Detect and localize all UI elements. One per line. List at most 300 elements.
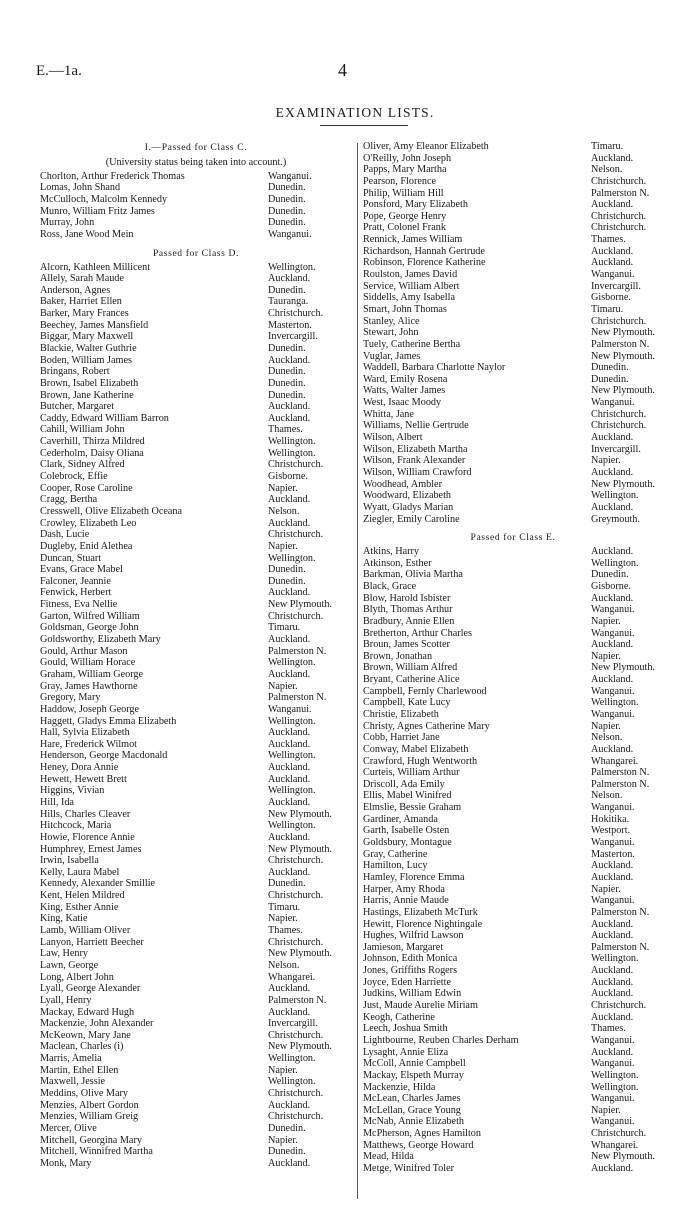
list-entry xyxy=(40,541,352,553)
entry-name: Campbell, Kate Lucy xyxy=(363,697,451,709)
entry-name: Gould, William Horace xyxy=(40,657,136,669)
entry-name: Woodhead, Ambler xyxy=(363,478,442,490)
list-entry xyxy=(363,546,663,558)
list-entry xyxy=(363,362,663,374)
list-entry xyxy=(40,529,352,541)
entry-name: Maclean, Charles (i) xyxy=(40,1041,124,1053)
entry-name: Christie, Elizabeth xyxy=(363,709,439,720)
list-entry xyxy=(40,983,352,995)
list-entry xyxy=(363,1012,663,1024)
list-entry xyxy=(40,727,352,739)
entry-town: Dunedin. xyxy=(268,194,306,206)
entry-town: Dunedin. xyxy=(268,217,306,229)
entry-town: Thames. xyxy=(591,234,626,246)
list-entry xyxy=(363,639,663,651)
entry-town: Auckland. xyxy=(268,517,311,529)
entry-name: Cresswell, Olive Elizabeth Oceana xyxy=(40,505,183,517)
entry-town: Palmerston N. xyxy=(268,994,327,1006)
entry-town: Wellington. xyxy=(268,436,316,448)
entry-name: Evans, Grace Mabel xyxy=(40,564,123,576)
entry-town: Auckland. xyxy=(591,1046,634,1058)
entry-town: Auckland. xyxy=(268,1099,311,1111)
list-entry xyxy=(40,182,352,194)
list-entry xyxy=(40,553,352,565)
entry-town: Auckland. xyxy=(591,466,634,478)
entry-name: Barker, Mary Frances xyxy=(40,308,129,320)
entry-town: Auckland. xyxy=(268,762,311,774)
entry-town: Auckland. xyxy=(268,634,311,646)
list-entry xyxy=(40,1088,352,1100)
list-entry xyxy=(363,1058,663,1070)
entry-name: McPherson, Agnes Hamilton xyxy=(363,1128,481,1140)
entry-town: Wanganui. xyxy=(591,1116,635,1128)
entry-town: Auckland. xyxy=(268,587,311,599)
entry-name: Mercer, Olive xyxy=(40,1122,97,1134)
entry-name: Judkins, William Edwin xyxy=(363,988,462,1000)
list-entry xyxy=(40,1065,352,1077)
column-divider xyxy=(357,143,358,1199)
entry-town: Christchurch. xyxy=(268,610,324,622)
list-entry xyxy=(40,1123,352,1135)
entry-town: Auckland. xyxy=(591,674,634,686)
entry-name: Fitness, Eva Nellie xyxy=(40,599,118,611)
list-entry xyxy=(363,176,663,188)
entry-name: Hitchcock, Maria xyxy=(40,820,112,832)
entry-name: Alcorn, Kathleen Millicent xyxy=(40,261,151,273)
entry-name: Maxwell, Jessie xyxy=(40,1076,106,1088)
list-entry xyxy=(363,965,663,977)
entry-town: Wanganui. xyxy=(591,1034,635,1046)
list-entry xyxy=(363,802,663,814)
list-entry xyxy=(40,285,352,297)
entry-town: Invercargill. xyxy=(591,443,641,455)
list-entry xyxy=(363,779,663,791)
entry-name: Bringans, Robert xyxy=(40,366,110,378)
list-entry xyxy=(363,697,663,709)
entry-town: Napier. xyxy=(591,720,621,732)
entry-town: Auckland. xyxy=(591,1011,634,1023)
list-entry xyxy=(363,849,663,861)
entry-name: Murray, John xyxy=(40,217,95,229)
entry-name: Goldsworthy, Elizabeth Mary xyxy=(40,634,161,646)
list-entry xyxy=(40,867,352,879)
entry-name: Ponsford, Mary Elizabeth xyxy=(363,199,468,211)
entry-town: Auckland. xyxy=(591,199,634,211)
entry-town: Napier. xyxy=(268,540,298,552)
list-entry xyxy=(363,1093,663,1105)
entry-town: Auckland. xyxy=(591,592,634,604)
entry-name: Blow, Harold Isbister xyxy=(363,592,451,604)
entry-name: Elmslie, Bessie Graham xyxy=(363,802,462,814)
entry-town: Napier. xyxy=(591,650,621,662)
entry-name: McCulloch, Malcolm Kennedy xyxy=(40,194,168,206)
list-entry xyxy=(363,1151,663,1163)
entry-name: Menzies, William Greig xyxy=(40,1111,139,1123)
entry-town: Auckland. xyxy=(591,988,634,1000)
entry-name: Graham, William George xyxy=(40,668,144,680)
entry-name: Harris, Annie Maude xyxy=(363,895,449,907)
entry-town: Timaru. xyxy=(268,901,301,913)
list-entry xyxy=(363,444,663,456)
entry-town: Christchurch. xyxy=(591,175,647,187)
list-entry xyxy=(40,890,352,902)
entry-town: Wanganui. xyxy=(591,802,635,814)
list-entry xyxy=(363,860,663,872)
list-entry xyxy=(363,479,663,491)
entry-town: Wellington. xyxy=(268,1076,316,1088)
list-entry xyxy=(40,343,352,355)
entry-name: Mackay, Edward Hugh xyxy=(40,1006,135,1018)
list-entry xyxy=(363,327,663,339)
entry-name: Conway, Mabel Elizabeth xyxy=(363,743,469,755)
entry-name: Crawford, Hugh Wentworth xyxy=(363,755,478,767)
entry-town: Thames. xyxy=(268,925,303,937)
entry-name: Cobb, Harriet Jane xyxy=(363,732,440,744)
entry-town: Wanganui. xyxy=(591,1093,635,1105)
entry-town: Auckland. xyxy=(268,773,311,785)
list-entry xyxy=(363,374,663,386)
entry-town: Nelson. xyxy=(591,164,623,176)
list-entry xyxy=(363,558,663,570)
entry-name: Irwin, Isabella xyxy=(40,855,99,867)
entry-town: Wanganui. xyxy=(268,703,312,715)
page-title: EXAMINATION LISTS. xyxy=(275,105,435,120)
entry-name: Lyall, Henry xyxy=(40,994,92,1006)
entry-town: New Plymouth. xyxy=(591,327,655,339)
entry-name: Cragg, Bertha xyxy=(40,494,98,506)
list-entry xyxy=(363,281,663,293)
entry-name: Blackie, Walter Guthrie xyxy=(40,343,137,354)
entry-town: Nelson. xyxy=(591,732,623,744)
entry-town: Wanganui. xyxy=(591,895,635,907)
entry-name: Stewart, John xyxy=(363,327,419,339)
entry-name: Brown, Isabel Elizabeth xyxy=(40,377,139,389)
entry-name: Ward, Emily Rosena xyxy=(363,373,448,385)
entry-town: Nelson. xyxy=(268,959,300,971)
entry-town: Wellington. xyxy=(591,1081,639,1093)
entry-town: Timaru. xyxy=(268,622,301,634)
entry-town: Hokitika. xyxy=(591,813,630,825)
list-entry xyxy=(40,1076,352,1088)
entry-name: Christy, Agnes Catherine Mary xyxy=(363,720,490,732)
list-entry xyxy=(363,744,663,756)
entry-name: Hewitt, Florence Nightingale xyxy=(363,918,483,930)
list-entry xyxy=(363,1047,663,1059)
entry-town: Palmerston N. xyxy=(268,645,327,657)
entry-name: Marris, Amelia xyxy=(40,1053,102,1065)
entry-town: Wanganui. xyxy=(268,170,312,182)
list-entry xyxy=(363,490,663,502)
entry-town: Nelson. xyxy=(591,790,623,802)
list-entry xyxy=(363,455,663,467)
entry-town: Auckland. xyxy=(591,639,634,651)
entry-town: New Plymouth. xyxy=(591,350,655,362)
class-c-note: (University status being taken into account.) xyxy=(105,156,287,168)
entry-town: Wellington. xyxy=(268,447,316,459)
entry-name: Brown, Jonathan xyxy=(363,650,433,662)
list-entry xyxy=(40,995,352,1007)
entry-name: Siddells, Amy Isabella xyxy=(363,292,455,304)
list-entry xyxy=(363,141,663,153)
list-entry xyxy=(363,604,663,616)
entry-name: Long, Albert John xyxy=(40,971,114,983)
entry-name: Garton, Wilfred William xyxy=(40,610,140,622)
entry-town: Dunedin. xyxy=(268,878,306,890)
list-entry xyxy=(40,972,352,984)
entry-town: Christchurch. xyxy=(268,529,324,541)
list-entry xyxy=(363,514,663,526)
entry-town: Christchurch. xyxy=(268,308,324,320)
entry-name: Just, Maude Aurelie Miriam xyxy=(363,1000,478,1012)
entry-name: West, Isaac Moody xyxy=(363,397,442,409)
document-reference: E.—1a. xyxy=(36,63,82,79)
entry-town: Napier. xyxy=(268,680,298,692)
entry-town: Auckland. xyxy=(268,668,311,680)
entry-town: Wellington. xyxy=(591,953,639,965)
list-entry xyxy=(40,355,352,367)
list-entry xyxy=(40,206,352,218)
entry-town: Invercargill. xyxy=(268,331,318,343)
list-entry xyxy=(40,217,352,229)
list-entry xyxy=(363,467,663,479)
list-entry xyxy=(363,616,663,628)
entry-name: Wilson, Albert xyxy=(363,432,423,444)
entry-town: Napier. xyxy=(268,1064,298,1076)
entry-town: New Plymouth. xyxy=(268,843,332,855)
entry-name: Goldsman, George John xyxy=(40,622,139,634)
entry-town: New Plymouth. xyxy=(268,599,332,611)
entry-town: Auckland. xyxy=(591,965,634,977)
list-entry xyxy=(40,762,352,774)
list-entry xyxy=(363,593,663,605)
list-entry xyxy=(40,1007,352,1019)
entry-town: Nelson. xyxy=(268,505,300,517)
entry-name: McLellan, Grace Young xyxy=(363,1104,461,1116)
entry-name: Higgins, Vivian xyxy=(40,785,105,797)
list-entry xyxy=(40,937,352,949)
entry-name: Hill, Ida xyxy=(40,796,74,808)
list-entry xyxy=(40,366,352,378)
entry-town: Dunedin. xyxy=(268,182,306,194)
entry-town: Wanganui. xyxy=(591,1058,635,1070)
list-entry xyxy=(40,844,352,856)
list-entry xyxy=(363,953,663,965)
entry-name: Munro, William Fritz James xyxy=(40,205,155,217)
entry-name: Gray, Catherine xyxy=(363,848,428,860)
entry-name: Barkman, Olivia Martha xyxy=(363,569,463,581)
list-entry xyxy=(363,825,663,837)
entry-town: Auckland. xyxy=(591,976,634,988)
entry-name: Clark, Sidney Alfred xyxy=(40,459,125,471)
list-entry xyxy=(40,634,352,646)
entry-name: Wyatt, Gladys Marian xyxy=(363,501,454,513)
list-entry xyxy=(363,942,663,954)
list-entry xyxy=(40,599,352,611)
entry-town: Christchurch. xyxy=(591,408,647,420)
entry-name: Wilson, William Crawford xyxy=(363,466,472,478)
entry-name: Brown, William Alfred xyxy=(363,662,458,674)
list-entry xyxy=(363,1023,663,1035)
entry-name: Joyce, Eden Harriette xyxy=(363,976,451,988)
list-entry xyxy=(363,409,663,421)
list-entry xyxy=(363,432,663,444)
list-entry xyxy=(40,750,352,762)
list-entry xyxy=(363,662,663,674)
entry-name: King, Esther Annie xyxy=(40,901,119,913)
list-entry xyxy=(40,262,352,274)
entry-name: Cederholm, Daisy Oliana xyxy=(40,447,144,459)
entry-name: Williams, Nellie Gertrude xyxy=(363,420,469,432)
list-entry xyxy=(363,732,663,744)
list-entry xyxy=(40,960,352,972)
entry-name: Hughes, Wilfrid Lawson xyxy=(363,930,464,942)
entry-name: Mead, Hilda xyxy=(363,1151,414,1163)
entry-name: Hamilton, Lucy xyxy=(363,860,428,872)
entry-name: Atkins, Harry xyxy=(363,546,420,558)
entry-town: Whangarei. xyxy=(268,971,316,983)
entry-name: Crowley, Elizabeth Leo xyxy=(40,517,137,529)
entry-name: Gould, Arthur Mason xyxy=(40,645,128,657)
list-entry xyxy=(363,709,663,721)
entry-name: Hastings, Elizabeth McTurk xyxy=(363,906,478,918)
list-entry xyxy=(40,390,352,402)
entry-town: Wanganui. xyxy=(591,269,635,281)
entry-town: Auckland. xyxy=(268,1157,311,1169)
list-entry xyxy=(363,756,663,768)
list-entry xyxy=(363,385,663,397)
list-entry xyxy=(363,292,663,304)
list-entry xyxy=(40,171,352,183)
list-entry xyxy=(40,459,352,471)
entry-name: Lomas, John Shand xyxy=(40,182,121,194)
entry-name: Philip, William Hill xyxy=(363,187,444,199)
entry-name: Matthews, George Howard xyxy=(363,1139,474,1151)
entry-town: Napier. xyxy=(591,455,621,467)
entry-name: Mackenzie, John Alexander xyxy=(40,1018,154,1030)
list-entry xyxy=(40,611,352,623)
entry-town: Christchurch. xyxy=(268,890,324,902)
list-entry xyxy=(40,1018,352,1030)
entry-name: Mitchell, Georgina Mary xyxy=(40,1134,142,1146)
entry-town: Auckland. xyxy=(268,354,311,366)
entry-town: Wellington. xyxy=(268,820,316,832)
entry-town: Wanganui. xyxy=(268,228,312,240)
entry-town: Napier. xyxy=(268,1134,298,1146)
list-entry xyxy=(363,1128,663,1140)
entry-name: Dugleby, Enid Alethea xyxy=(40,540,133,552)
left-column xyxy=(40,141,352,1169)
entry-town: Gisborne. xyxy=(591,580,631,592)
entry-name: Mackenzie, Hilda xyxy=(363,1081,436,1093)
entry-town: Auckland. xyxy=(591,245,634,257)
entry-town: Auckland. xyxy=(268,727,311,739)
entry-town: Auckland. xyxy=(268,866,311,878)
entry-name: Kent, Helen Mildred xyxy=(40,890,125,902)
list-entry xyxy=(40,774,352,786)
entry-town: Napier. xyxy=(591,615,621,627)
list-entry xyxy=(363,1116,663,1128)
entry-town: Thames. xyxy=(268,424,303,436)
entry-name: Menzies, Albert Gordon xyxy=(40,1099,139,1111)
list-entry xyxy=(363,211,663,223)
entry-name: Lawn, George xyxy=(40,959,99,971)
entry-name: Law, Henry xyxy=(40,948,88,960)
entry-name: Whitta, Jane xyxy=(363,408,414,420)
entry-town: Palmerston N. xyxy=(268,692,327,704)
entry-name: Lamb, William Oliver xyxy=(40,925,131,937)
entry-town: Greymouth. xyxy=(591,513,640,525)
list-entry xyxy=(363,397,663,409)
entry-name: Wilson, Frank Alexander xyxy=(363,455,466,467)
class-e-heading: Passed for Class E. xyxy=(470,532,556,544)
entry-town: Christchurch. xyxy=(268,459,324,471)
entry-town: Palmerston N. xyxy=(591,187,650,199)
list-entry xyxy=(40,948,352,960)
list-entry xyxy=(40,401,352,413)
list-entry xyxy=(40,622,352,634)
entry-name: Hall, Sylvia Elizabeth xyxy=(40,727,130,739)
entry-town: Auckland. xyxy=(268,494,311,506)
entry-town: Dunedin. xyxy=(591,362,629,374)
entry-town: Christchurch. xyxy=(268,1088,324,1099)
title-rule xyxy=(320,125,408,126)
entry-town: New Plymouth. xyxy=(268,808,332,820)
entry-town: Auckland. xyxy=(591,743,634,755)
list-entry xyxy=(363,1070,663,1082)
entry-town: Whangarei. xyxy=(591,755,639,767)
entry-name: Cooper, Rose Caroline xyxy=(40,482,133,494)
entry-town: Wellington. xyxy=(268,552,316,564)
entry-town: Dunedin. xyxy=(268,343,306,354)
list-entry xyxy=(40,471,352,483)
list-entry xyxy=(40,587,352,599)
entry-town: Dunedin. xyxy=(268,1146,306,1158)
list-entry xyxy=(40,518,352,530)
entry-name: Boden, William James xyxy=(40,354,132,366)
entry-name: Mackay, Elspeth Murray xyxy=(363,1069,464,1081)
list-entry xyxy=(363,1140,663,1152)
entry-name: Waddell, Barbara Charlotte Naylor xyxy=(363,362,506,374)
entry-town: Wellington. xyxy=(268,750,316,762)
entry-name: Leech, Joshua Smith xyxy=(363,1023,448,1035)
entry-town: Wellington. xyxy=(268,1053,316,1065)
list-entry xyxy=(363,339,663,351)
entry-town: Auckland. xyxy=(591,860,634,872)
list-entry xyxy=(40,413,352,425)
entry-town: Wanganui. xyxy=(591,685,635,697)
list-entry xyxy=(363,222,663,234)
entry-name: Bretherton, Arthur Charles xyxy=(363,627,472,639)
entry-town: Wellington. xyxy=(591,557,639,569)
entry-town: Auckland. xyxy=(268,796,311,808)
entry-name: Wilson, Elizabeth Martha xyxy=(363,443,468,455)
entry-name: Jones, Griffiths Rogers xyxy=(363,965,458,977)
list-entry xyxy=(40,436,352,448)
list-entry xyxy=(363,790,663,802)
entry-name: Biggar, Mary Maxwell xyxy=(40,331,134,343)
list-entry xyxy=(40,331,352,343)
list-entry xyxy=(40,194,352,206)
entry-town: Auckland. xyxy=(268,983,311,995)
entry-name: Hewett, Hewett Brett xyxy=(40,773,127,785)
entry-name: Gray, James Hawthorne xyxy=(40,680,138,692)
entry-town: Wellington. xyxy=(268,785,316,797)
list-entry xyxy=(363,246,663,258)
list-entry xyxy=(40,669,352,681)
list-entry xyxy=(40,692,352,704)
entry-town: Timaru. xyxy=(591,303,624,315)
class-d-heading: Passed for Class D. xyxy=(152,247,239,259)
